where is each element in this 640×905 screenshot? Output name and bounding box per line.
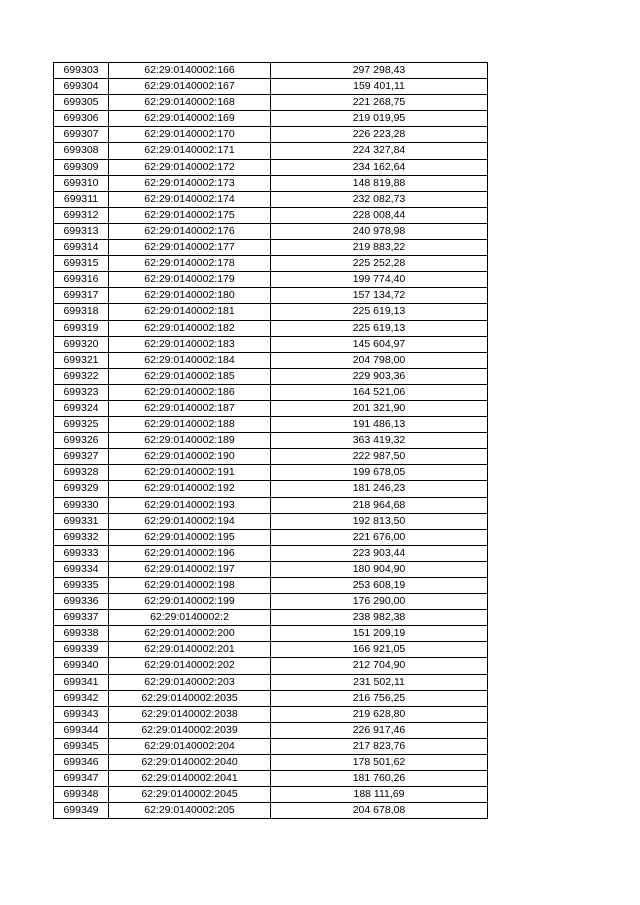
row-number-cell: 699344 <box>54 722 109 738</box>
cadastral-number-cell: 62:29:0140002:173 <box>109 175 271 191</box>
cadastral-number-cell: 62:29:0140002:190 <box>109 449 271 465</box>
table-row <box>54 256 488 272</box>
row-number-cell: 699317 <box>54 288 109 304</box>
table-row <box>54 95 488 111</box>
row-number-cell: 699346 <box>54 755 109 771</box>
cadastral-number-cell: 62:29:0140002:2041 <box>109 771 271 787</box>
value-cell: 234 162,64 <box>271 159 488 175</box>
row-number-cell: 699314 <box>54 240 109 256</box>
cadastral-number-cell: 62:29:0140002:184 <box>109 352 271 368</box>
cadastral-number-cell: 62:29:0140002:176 <box>109 223 271 239</box>
cadastral-number-cell: 62:29:0140002:193 <box>109 497 271 513</box>
row-number-cell: 699331 <box>54 513 109 529</box>
cadastral-number-cell: 62:29:0140002:195 <box>109 529 271 545</box>
value-cell: 240 978,98 <box>271 223 488 239</box>
value-cell: 145 604,97 <box>271 336 488 352</box>
table-row <box>54 626 488 642</box>
value-cell: 217 823,76 <box>271 738 488 754</box>
value-cell: 204 678,08 <box>271 803 488 819</box>
table-body <box>54 63 488 819</box>
cadastral-number-cell: 62:29:0140002:191 <box>109 465 271 481</box>
value-cell: 199 774,40 <box>271 272 488 288</box>
row-number-cell: 699319 <box>54 320 109 336</box>
row-number-cell: 699313 <box>54 223 109 239</box>
row-number-cell: 699309 <box>54 159 109 175</box>
row-number-cell: 699318 <box>54 304 109 320</box>
row-number-cell: 699328 <box>54 465 109 481</box>
value-cell: 223 903,44 <box>271 545 488 561</box>
row-number-cell: 699333 <box>54 545 109 561</box>
cadastral-number-cell: 62:29:0140002:205 <box>109 803 271 819</box>
table-row <box>54 400 488 416</box>
cadastral-number-cell: 62:29:0140002:203 <box>109 674 271 690</box>
row-number-cell: 699307 <box>54 127 109 143</box>
row-number-cell: 699305 <box>54 95 109 111</box>
row-number-cell: 699311 <box>54 191 109 207</box>
table-row <box>54 529 488 545</box>
row-number-cell: 699340 <box>54 658 109 674</box>
row-number-cell: 699349 <box>54 803 109 819</box>
table-row <box>54 771 488 787</box>
table-row <box>54 513 488 529</box>
table-row <box>54 561 488 577</box>
value-cell: 180 904,90 <box>271 561 488 577</box>
cadastral-number-cell: 62:29:0140002:181 <box>109 304 271 320</box>
value-cell: 225 252,28 <box>271 256 488 272</box>
cadastral-number-cell: 62:29:0140002:2040 <box>109 755 271 771</box>
cadastral-number-cell: 62:29:0140002:2039 <box>109 722 271 738</box>
cadastral-number-cell: 62:29:0140002:175 <box>109 207 271 223</box>
value-cell: 151 209,19 <box>271 626 488 642</box>
value-cell: 192 813,50 <box>271 513 488 529</box>
table-row <box>54 384 488 400</box>
value-cell: 221 676,00 <box>271 529 488 545</box>
value-cell: 225 619,13 <box>271 304 488 320</box>
table-row <box>54 755 488 771</box>
value-cell: 157 134,72 <box>271 288 488 304</box>
value-cell: 181 246,23 <box>271 481 488 497</box>
table-row <box>54 706 488 722</box>
table-row <box>54 63 488 79</box>
table-row <box>54 481 488 497</box>
value-cell: 176 290,00 <box>271 594 488 610</box>
row-number-cell: 699336 <box>54 594 109 610</box>
cadastral-number-cell: 62:29:0140002:2 <box>109 610 271 626</box>
row-number-cell: 699339 <box>54 642 109 658</box>
value-cell: 229 903,36 <box>271 368 488 384</box>
row-number-cell: 699322 <box>54 368 109 384</box>
cadastral-number-cell: 62:29:0140002:194 <box>109 513 271 529</box>
cadastral-number-cell: 62:29:0140002:178 <box>109 256 271 272</box>
cadastral-number-cell: 62:29:0140002:197 <box>109 561 271 577</box>
cadastral-number-cell: 62:29:0140002:200 <box>109 626 271 642</box>
row-number-cell: 699335 <box>54 578 109 594</box>
row-number-cell: 699320 <box>54 336 109 352</box>
value-cell: 221 268,75 <box>271 95 488 111</box>
cadastral-number-cell: 62:29:0140002:192 <box>109 481 271 497</box>
cadastral-number-cell: 62:29:0140002:2035 <box>109 690 271 706</box>
row-number-cell: 699325 <box>54 417 109 433</box>
table-row <box>54 159 488 175</box>
row-number-cell: 699312 <box>54 207 109 223</box>
cadastral-number-cell: 62:29:0140002:185 <box>109 368 271 384</box>
row-number-cell: 699345 <box>54 738 109 754</box>
value-cell: 238 982,38 <box>271 610 488 626</box>
row-number-cell: 699316 <box>54 272 109 288</box>
table-row <box>54 642 488 658</box>
value-cell: 226 917,46 <box>271 722 488 738</box>
value-cell: 219 628,80 <box>271 706 488 722</box>
cadastral-number-cell: 62:29:0140002:169 <box>109 111 271 127</box>
row-number-cell: 699329 <box>54 481 109 497</box>
value-cell: 363 419,32 <box>271 433 488 449</box>
table-row <box>54 207 488 223</box>
table-row <box>54 272 488 288</box>
row-number-cell: 699334 <box>54 561 109 577</box>
row-number-cell: 699347 <box>54 771 109 787</box>
table-row <box>54 658 488 674</box>
row-number-cell: 699332 <box>54 529 109 545</box>
table-row <box>54 240 488 256</box>
table-row <box>54 111 488 127</box>
row-number-cell: 699338 <box>54 626 109 642</box>
table-row <box>54 417 488 433</box>
value-cell: 188 111,69 <box>271 787 488 803</box>
table-row <box>54 578 488 594</box>
row-number-cell: 699326 <box>54 433 109 449</box>
table-row <box>54 368 488 384</box>
cadastral-number-cell: 62:29:0140002:186 <box>109 384 271 400</box>
value-cell: 181 760,26 <box>271 771 488 787</box>
value-cell: 226 223,28 <box>271 127 488 143</box>
cadastral-number-cell: 62:29:0140002:199 <box>109 594 271 610</box>
value-cell: 178 501,62 <box>271 755 488 771</box>
row-number-cell: 699343 <box>54 706 109 722</box>
value-cell: 201 321,90 <box>271 400 488 416</box>
value-cell: 231 502,11 <box>271 674 488 690</box>
value-cell: 225 619,13 <box>271 320 488 336</box>
cadastral-value-table <box>53 62 488 819</box>
table-row <box>54 803 488 819</box>
cadastral-number-cell: 62:29:0140002:180 <box>109 288 271 304</box>
cadastral-number-cell: 62:29:0140002:174 <box>109 191 271 207</box>
value-cell: 212 704,90 <box>271 658 488 674</box>
cadastral-number-cell: 62:29:0140002:172 <box>109 159 271 175</box>
row-number-cell: 699337 <box>54 610 109 626</box>
table-row <box>54 722 488 738</box>
table-row <box>54 449 488 465</box>
value-cell: 224 327,84 <box>271 143 488 159</box>
value-cell: 232 082,73 <box>271 191 488 207</box>
table-row <box>54 787 488 803</box>
table-row <box>54 79 488 95</box>
table-row <box>54 336 488 352</box>
cadastral-number-cell: 62:29:0140002:202 <box>109 658 271 674</box>
cadastral-number-cell: 62:29:0140002:196 <box>109 545 271 561</box>
value-cell: 297 298,43 <box>271 63 488 79</box>
table-row <box>54 191 488 207</box>
cadastral-number-cell: 62:29:0140002:177 <box>109 240 271 256</box>
value-cell: 219 883,22 <box>271 240 488 256</box>
table-row <box>54 690 488 706</box>
value-cell: 218 964,68 <box>271 497 488 513</box>
row-number-cell: 699323 <box>54 384 109 400</box>
cadastral-number-cell: 62:29:0140002:166 <box>109 63 271 79</box>
table-row <box>54 127 488 143</box>
table-row <box>54 610 488 626</box>
table-row <box>54 465 488 481</box>
table-row <box>54 545 488 561</box>
cadastral-number-cell: 62:29:0140002:189 <box>109 433 271 449</box>
value-cell: 148 819,88 <box>271 175 488 191</box>
table-row <box>54 497 488 513</box>
cadastral-number-cell: 62:29:0140002:201 <box>109 642 271 658</box>
value-cell: 222 987,50 <box>271 449 488 465</box>
row-number-cell: 699341 <box>54 674 109 690</box>
table-row <box>54 352 488 368</box>
cadastral-number-cell: 62:29:0140002:167 <box>109 79 271 95</box>
row-number-cell: 699303 <box>54 63 109 79</box>
value-cell: 166 921,05 <box>271 642 488 658</box>
cadastral-number-cell: 62:29:0140002:2038 <box>109 706 271 722</box>
table-row <box>54 320 488 336</box>
cadastral-number-cell: 62:29:0140002:170 <box>109 127 271 143</box>
table-row <box>54 175 488 191</box>
table-row <box>54 674 488 690</box>
table-row <box>54 738 488 754</box>
table-row <box>54 594 488 610</box>
row-number-cell: 699321 <box>54 352 109 368</box>
value-cell: 216 756,25 <box>271 690 488 706</box>
row-number-cell: 699304 <box>54 79 109 95</box>
cadastral-number-cell: 62:29:0140002:198 <box>109 578 271 594</box>
cadastral-number-cell: 62:29:0140002:187 <box>109 400 271 416</box>
row-number-cell: 699310 <box>54 175 109 191</box>
row-number-cell: 699306 <box>54 111 109 127</box>
cadastral-number-cell: 62:29:0140002:168 <box>109 95 271 111</box>
table-row <box>54 288 488 304</box>
row-number-cell: 699308 <box>54 143 109 159</box>
value-cell: 199 678,05 <box>271 465 488 481</box>
table-row <box>54 143 488 159</box>
value-cell: 219 019,95 <box>271 111 488 127</box>
cadastral-number-cell: 62:29:0140002:183 <box>109 336 271 352</box>
row-number-cell: 699342 <box>54 690 109 706</box>
cadastral-number-cell: 62:29:0140002:171 <box>109 143 271 159</box>
row-number-cell: 699327 <box>54 449 109 465</box>
cadastral-number-cell: 62:29:0140002:188 <box>109 417 271 433</box>
row-number-cell: 699324 <box>54 400 109 416</box>
cadastral-number-cell: 62:29:0140002:2045 <box>109 787 271 803</box>
cadastral-number-cell: 62:29:0140002:204 <box>109 738 271 754</box>
value-cell: 228 008,44 <box>271 207 488 223</box>
value-cell: 191 486,13 <box>271 417 488 433</box>
table-row <box>54 223 488 239</box>
value-cell: 253 608,19 <box>271 578 488 594</box>
row-number-cell: 699330 <box>54 497 109 513</box>
value-cell: 204 798,00 <box>271 352 488 368</box>
row-number-cell: 699348 <box>54 787 109 803</box>
table-row <box>54 304 488 320</box>
row-number-cell: 699315 <box>54 256 109 272</box>
cadastral-number-cell: 62:29:0140002:179 <box>109 272 271 288</box>
cadastral-number-cell: 62:29:0140002:182 <box>109 320 271 336</box>
value-cell: 164 521,06 <box>271 384 488 400</box>
value-cell: 159 401,11 <box>271 79 488 95</box>
table-row <box>54 433 488 449</box>
